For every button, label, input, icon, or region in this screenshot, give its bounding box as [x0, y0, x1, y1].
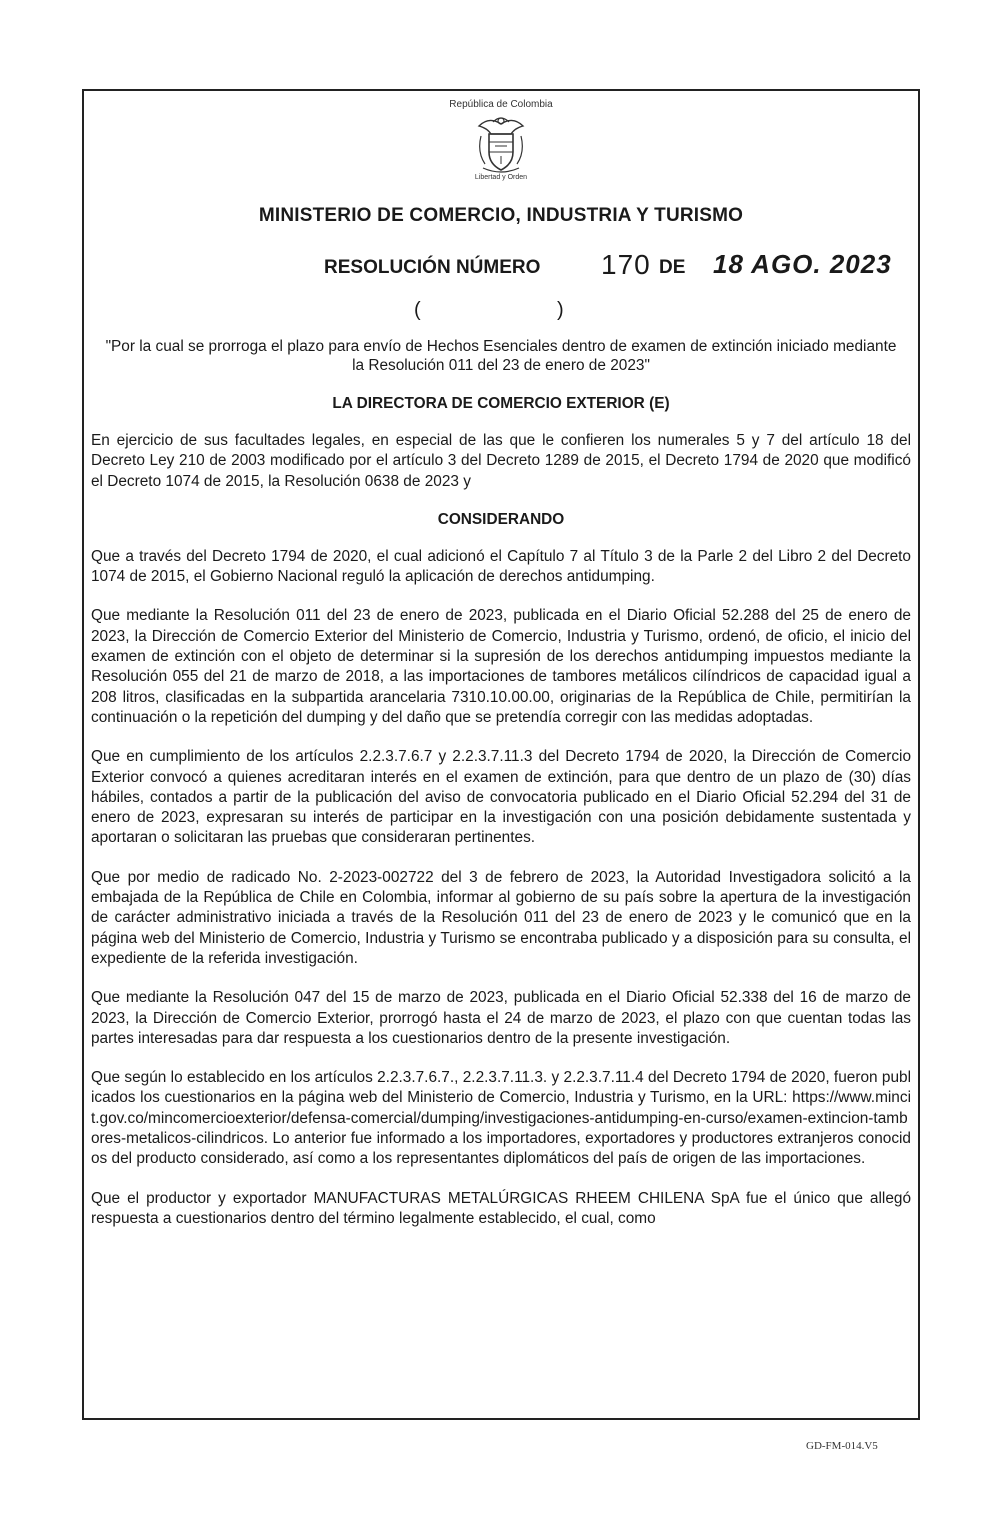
authority-heading: LA DIRECTORA DE COMERCIO EXTERIOR (E)	[332, 395, 670, 412]
resolution-number: 170	[601, 249, 651, 280]
country-label: República de Colombia	[449, 99, 553, 110]
paragraph-7: Que el productor y exportador MANUFACTURAS METALÚRGICAS RHEEM CHILENA SpA fue el único que allegó respuesta a cuestionarios dentro del término legalmente establecido, el cual, como	[91, 1189, 911, 1227]
paragraph-6: Que según lo establecido en los artículos 2.2.3.7.6.7., 2.2.3.7.11.3. y 2.2.3.7.11.4 del Decreto 1794 de 2020, fueron publicados los cuestionarios en la página web del Ministerio de Comercio, Industria y Turismo, en la URL: https://www.mincit.gov.co/mincomercioexterior/defensa-comercial/dumping/investigaciones-antidumping-en-curso/examen-extincion-tambores-metalicos-cilindricos. Lo anterior fue informado a los importadores, exportadores y productores extranjeros conocidos del producto considerado, así como a los representantes diplomáticos del país de origen de las importaciones.	[91, 1069, 911, 1168]
paragraph-1: Que a través del Decreto 1794 de 2020, el cual adicionó el Capítulo 7 al Título 3 de la Parle 2 del Libro 2 del Decreto 1074 de 2015, el Gobierno Nacional reguló la aplicación de derechos antidumping.	[91, 547, 911, 586]
paragraph-5: Que mediante la Resolución 047 del 15 de marzo de 2023, publicada en el Diario Oficial 52.338 del 16 de marzo de 2023, la Dirección de Comercio Exterior, prorrogó hasta el 24 de marzo de 2023, el plazo con que cuentan todas las partes interesadas para dar respuesta a los cuestionarios dentro de la presente investigación.	[91, 989, 911, 1047]
paragraph-4: Que por medio de radicado No. 2-2023-002722 del 3 de febrero de 2023, la Autoridad Investigadora solicitó a la embajada de la República de Chile en Colombia, informar al gobierno de su país sobre la apertura de la investigación de carácter administrativo iniciada a través de la Resolución 011 del 23 de enero de 2023 y le comunicó que en la página web del Ministerio de Comercio, Industria y Turismo se encontraba publicado y a disposición para su consulta, el expediente de la referida investigación.	[91, 868, 911, 967]
paragraph-2: Que mediante la Resolución 011 del 23 de enero de 2023, publicada en el Diario Oficial 52.288 del 25 de enero de 2023, la Dirección de Comercio Exterior del Ministerio de Comercio, Industria y Turismo, ordenó, de oficio, el inicio del examen de extinción con el objeto de determinar si la supresión de los derechos antidumping impuestos mediante la Resolución 055 del 21 de marzo de 2018, a las importaciones de tambores metálicos cilíndricos de capacidad igual a 208 litros, clasificadas en la subpartida arancelaria 7310.10.00.00, originarias de la República de Chile, permitirían la continuación o la repetición del dumping y del daño que se pretendía corregir con las medidas adoptadas.	[91, 607, 911, 726]
preamble-paragraph: En ejercicio de sus facultades legales, en especial de las que le confieren los numerales 5 y 7 del artículo 18 del Decreto Ley 210 de 2003 modificado por el artículo 3 del Decreto 1289 de 2015, el Decreto 1794 de 2020 que modificó el Decreto 1074 de 2015, la Resolución 0638 de 2023 y	[91, 432, 911, 490]
blank-parentheses	[91, 299, 911, 329]
resolution-line	[91, 247, 911, 287]
motto-label: Libertad y Orden	[474, 174, 528, 181]
paren-close: )	[557, 299, 564, 321]
considerando-heading: CONSIDERANDO	[437, 510, 565, 528]
document-frame	[82, 89, 920, 1420]
resolution-de: DE	[659, 257, 686, 278]
coat-of-arms-icon	[91, 112, 911, 178]
ministry-title: MINISTERIO DE COMERCIO, INDUSTRIA Y TURISMO	[258, 205, 744, 226]
resolution-date: 18 AGO. 2023	[713, 249, 892, 279]
paragraph-3: Que en cumplimiento de los artículos 2.2.3.7.6.7 y 2.2.3.7.11.3 del Decreto 1794 de 2020, la Dirección de Comercio Exterior convocó a quienes acreditaran interés en el examen de extinción, para que dentro de un plazo de (30) días hábiles, contados a partir de la publicación del aviso de convocatoria publicado en el Diario Oficial 52.294 del 31 de enero de 2023, expresaran su interés de participar en la investigación con una posición debidamente sustentada y aportaran o solicitaran las pruebas que consideraran pertinentes.	[91, 748, 911, 847]
resolution-subtitle: "Por la cual se prorroga el plazo para envío de Hechos Esenciales dentro de examen de extinción iniciado mediante la Resolución 011 del 23 de enero de 2023"	[105, 338, 897, 374]
paren-open: (	[414, 299, 421, 321]
document-content	[84, 91, 918, 1229]
form-code: GD-FM-014.V5	[806, 1440, 878, 1452]
resolution-label: RESOLUCIÓN NÚMERO	[324, 257, 541, 278]
